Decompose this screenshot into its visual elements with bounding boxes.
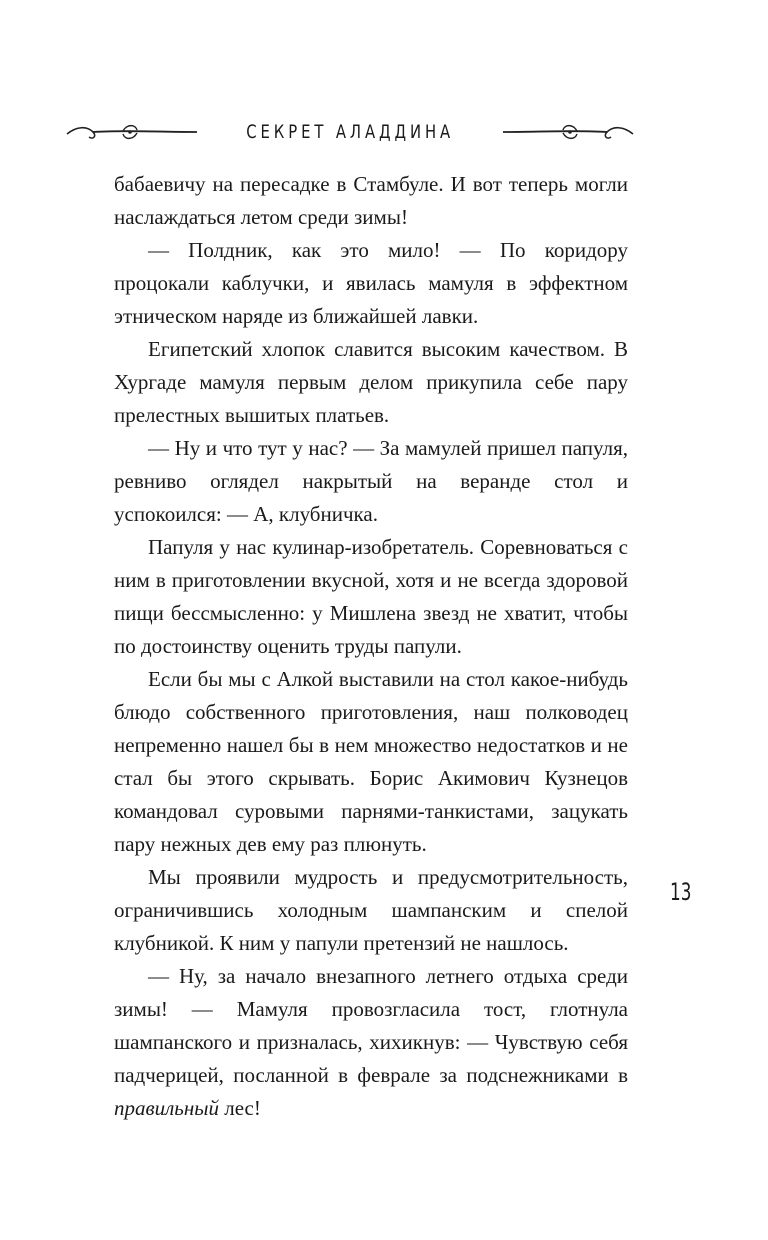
paragraph: Папуля у нас кулинар-изобретатель. Соревноваться с ним в приготовлении вкусной, хотя и не всегда здоровой пищи бессмысленно: у Мишлена звезд не хватит, чтобы по достоинству оценить труды папули. (114, 535, 628, 658)
paragraph-tail: лес! (218, 1096, 261, 1120)
paragraph-text: — Ну, за начало внезапного летнего отдыха среди зимы! — Мамуля провозгласила тост, глотнула шампанского и призналась, хихикнув: — Чувствую себя падчерицей, посланной в феврале за подснежниками в (114, 964, 628, 1087)
paragraph: Если бы мы с Алкой выставили на стол какое-нибудь блюдо собственного приготовления, наш полководец непременно нашел бы в нем множество недостатков и не стал бы этого скрывать. Борис Акимович Кузнецов командовал суровыми парнями-танкистами, зацукать пару нежных дев ему раз плюнуть. (114, 667, 628, 856)
swirl-ornament-icon (63, 120, 203, 144)
paragraph: Египетский хлопок славится высоким качеством. В Хургаде мамуля первым делом прикупила себе пару прелестных вышитых платьев. (114, 337, 628, 427)
paragraph: Мы проявили мудрость и предусмотрительность, ограничившись холодным шампанским и спелой клубникой. К ним у папули претензий не нашлось. (114, 865, 628, 955)
running-title: СЕКРЕТ АЛАДДИНА (246, 121, 454, 143)
paragraph: бабаевичу на пересадке в Стамбуле. И вот теперь могли наслаждаться летом среди зимы! (114, 172, 628, 229)
paragraph: — Полдник, как это мило! — По коридору процокали каблучки, и явилась мамуля в эффектном этническом наряде из ближайшей лавки. (114, 238, 628, 328)
paragraph: — Ну и что тут у нас? — За мамулей пришел папуля, ревниво оглядел накрытый на веранде стол и успокоился: — А, клубничка. (114, 436, 628, 526)
body-text (114, 168, 628, 1125)
paragraph-last (114, 960, 628, 1125)
swirl-ornament-icon (497, 120, 637, 144)
italic-word: правильный (114, 1096, 219, 1120)
running-header (110, 112, 590, 152)
page-number: 13 (670, 878, 692, 906)
